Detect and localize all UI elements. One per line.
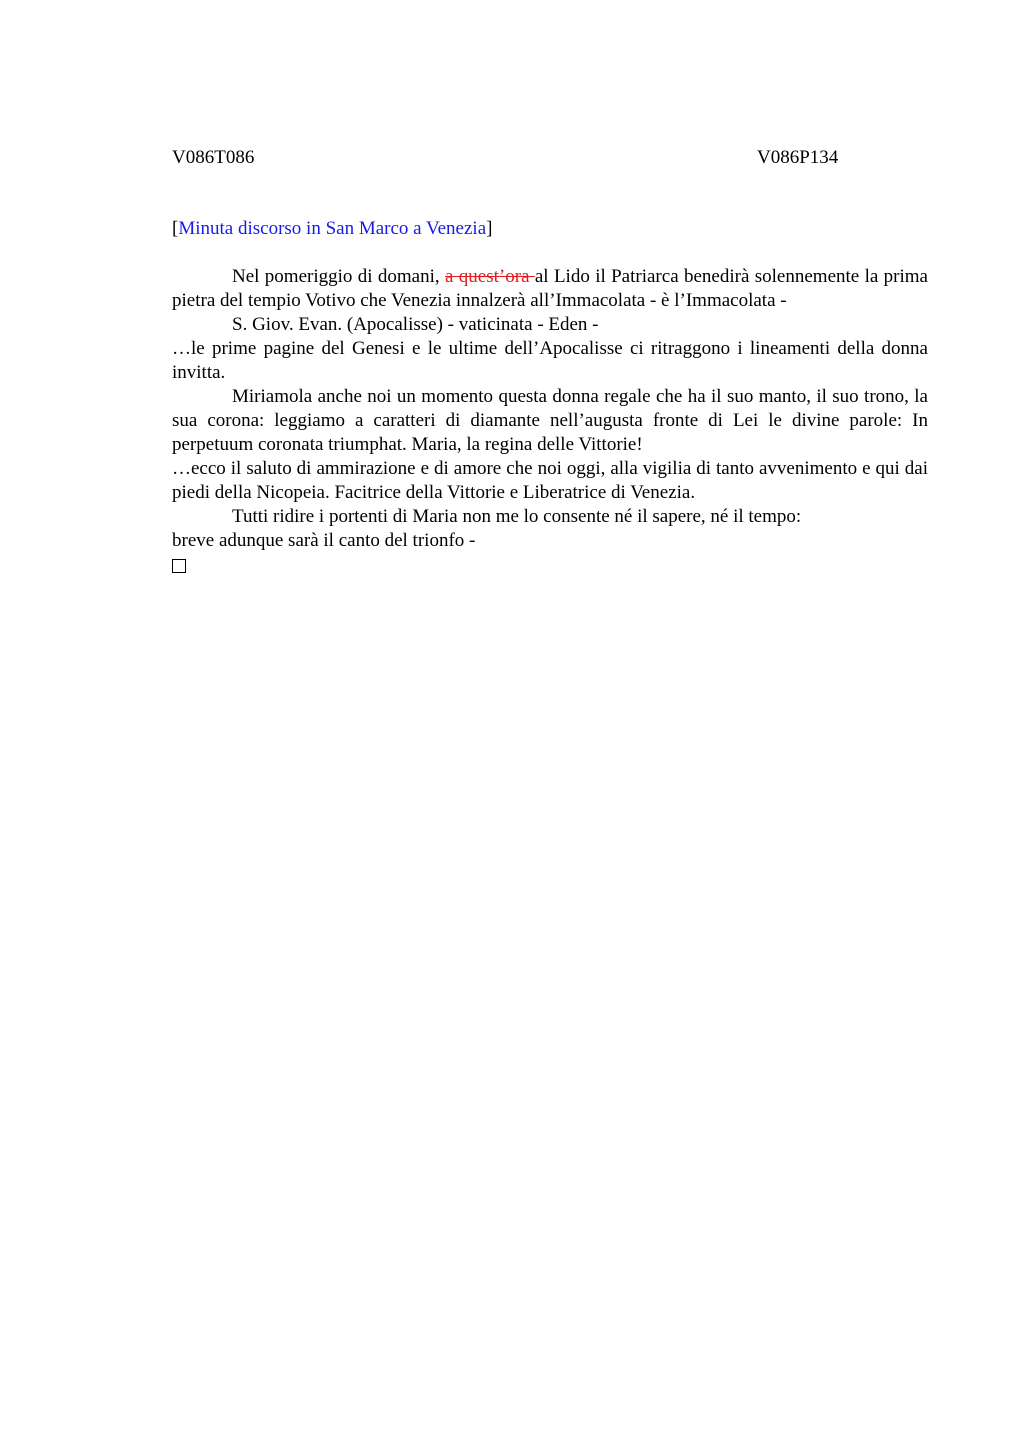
paragraph-1-start: Nel pomeriggio di domani,	[232, 266, 446, 287]
empty-checkbox-glyph	[172, 559, 186, 573]
paragraph-2: S. Giov. Evan. (Apocalisse) - vaticinata - Eden -	[232, 314, 599, 335]
document-code-left: V086T086	[172, 147, 255, 168]
paragraph-1-end: al Lido il Patriarca benedirà solennemente la prima pietra del tempio Votivo che Venezia innalzerà all’Immacolata - è l’Immacolata -	[172, 266, 928, 311]
title-text: Minuta discorso in San Marco a Venezia	[178, 218, 487, 239]
paragraph-6: Tutti ridire i portenti di Maria non me lo consente né il sapere, né il tempo:	[232, 506, 802, 527]
paragraph-1	[172, 265, 928, 313]
document-code-right: V086P134	[757, 147, 839, 168]
title-open-bracket: [	[172, 218, 179, 239]
paragraph-3: …le prime pagine del Genesi e le ultime dell’Apocalisse ci ritraggono i lineamenti della donna invitta.	[172, 338, 928, 383]
paragraph-7: breve adunque sarà il canto del trionfo -	[172, 530, 476, 551]
title-close-bracket: ]	[486, 218, 493, 239]
paragraph-4: Miriamola anche noi un momento questa donna regale che ha il suo manto, il suo trono, la sua corona: leggiamo a caratteri di diamante nell’augusta fronte di Lei le divine parole: In perpetuum coronata triumphat. Maria, la regina delle Vittorie!	[172, 386, 928, 455]
deleted-text: a quest’ora	[445, 266, 535, 287]
document-body	[172, 265, 928, 580]
document-title	[172, 217, 492, 241]
paragraph-5: …ecco il saluto di ammirazione e di amore che noi oggi, alla vigilia di tanto avvenimento e qui dai piedi della Nicopeia. Facitrice della Vittorie e Liberatrice di Venezia.	[172, 458, 928, 503]
